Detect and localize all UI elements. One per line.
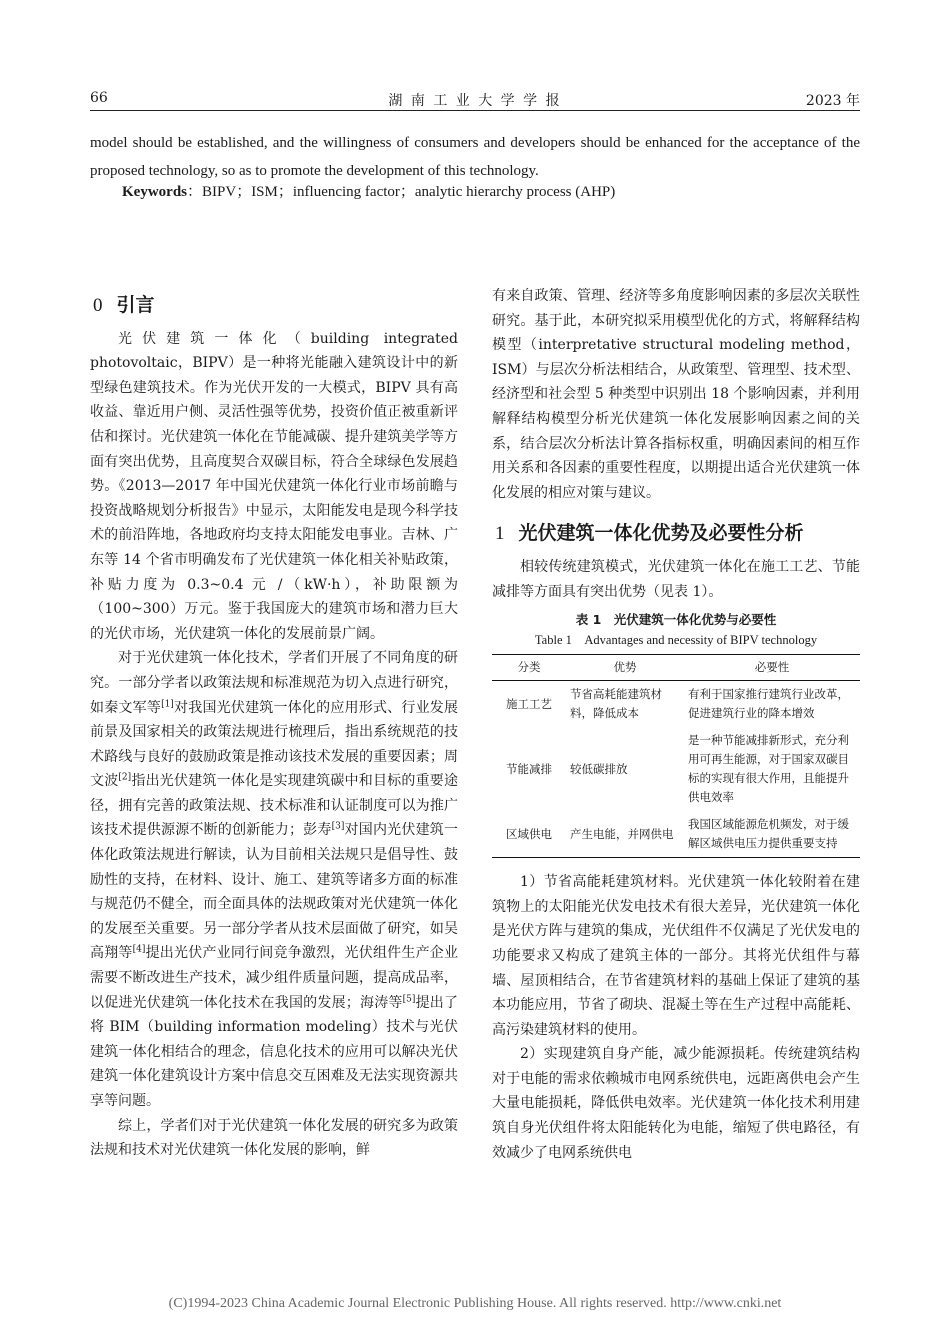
table-cell: 有利于国家推行建筑行业改革，促进建筑行业的降本增效	[688, 687, 849, 721]
table-cell: 节能减排	[506, 761, 552, 776]
intro-paragraph-1: 光伏建筑一体化（building integrated photovoltaic，BIPV）是一种将光能融入建筑设计中的新型绿色建筑技术。作为光伏开发的一大模式，BIPV 具有高收益、靠近用户侧、灵活性强等优势，投资价值正被重新评估和探讨。光伏建筑一体化在节能减碳、提升建筑美学等方面有突出优势，且高度契合双碳目标，符合全球绿色发展趋势。《2013—2017 年中国光伏建筑一体化行业市场前瞻与投资战略规划分析报告》中显示，太阳能发电是现今科学技术的前沿阵地，各地政府均支持太阳能发电事业。吉林、广东等 14 个省市明确发布了光伏建筑一体化相关补贴政策，补贴力度为 0.3~0.4 元 /（kW·h），补助限额为（100~300）万元。鉴于我国庞大的建筑市场和潜力巨大的光伏市场，光伏建筑一体化的发展前景广阔。	[90, 330, 458, 642]
table-cell: 是一种节能减排新形式，充分利用可再生能源，对于国家双碳目标的实现有很大作用，且能提升供电效率	[688, 733, 849, 805]
table-grid	[492, 654, 860, 858]
item-1-paragraph: 1）节省高能耗建筑材料。光伏建筑一体化较附着在建筑物上的太阳能光伏发电技术有很大差异，光伏建筑一体化是光伏方阵与建筑的集成，光伏组件不仅满足了光伏发电的功能要求又构成了建筑主体的一部分。其将光伏组件与幕墙、屋顶相结合，在节省建筑材料的基础上保证了建筑的基本功能应用，节省了砌块、混凝土等在生产过程中高能耗、高污染建筑材料的使用。	[492, 874, 860, 1038]
table-caption-en: Table 1 Advantages and necessity of BIPV technology	[534, 633, 818, 648]
table-header-advantage: 优势	[566, 655, 684, 681]
citation-1: [1]	[161, 698, 174, 709]
keywords-sep: ：	[187, 184, 203, 200]
table-cell: 区域供电	[492, 811, 566, 858]
section-1-title: 光伏建筑一体化优势及必要性分析	[518, 522, 804, 545]
journal-title: 湖 南 工 业 大 学 学 报	[388, 93, 562, 109]
section-1-heading	[495, 521, 860, 547]
intro-paragraph-3-cont: 有来自政策、管理、经济等多角度影响因素的多层次关联性研究。基于此，本研究拟采用模型优化的方式，将解释结构模型（interpretative structural modeling method，ISM）与层次分析法相结合，从政策型、管理型、技术型、经济型和社会型 5 种类型中识别出 18 个影响因素，并利用解释结构模型分析光伏建筑一体化发展影响因素之间的关系，结合层次分析法计算各指标权重，明确因素间的相互作用关系和各因素的重要性程度，以期提出适合光伏建筑一体化发展的相应对策与建议。	[492, 288, 860, 501]
abstract-tail: model should be established, and the willingness of consumers and developers should be enhanced for the acceptance of the proposed technology, so as to promote the development of this technology.	[90, 135, 860, 179]
section-0-number: 0	[93, 295, 103, 316]
intro-paragraph-2: 对于光伏建筑一体化技术，学者们开展了不同角度的研究。一部分学者以政策法规和标准规范为切入点进行研究，如秦文军等[1]对我国光伏建筑一体化的应用形式、行业发展前景及国家相关的政策法规进行梳理后，指出系统规范的技术路线与良好的鼓励政策是推动该技术发展的重要因素；周文波[2]指出光伏建筑一体化是实现建筑碳中和目标的重要途径，拥有完善的政策法规、技术标准和认证制度可以为推广该技术提供源源不断的创新能力；彭寿[3]对国内光伏建筑一体化政策法规进行解读，认为目前相关法规只是倡导性、鼓励性的支持，在材料、设计、施工、建筑等诸多方面的标准与规范仍不健全，而全面具体的法规政策对光伏建筑一体化的发展至关重要。另一部分学者从技术层面做了研究，如吴高翔等[4]提出光伏产业同行间竞争激烈，光伏组件生产企业需要不断改进生产技术，减少组件质量问题，提高成品率，以促进光伏建筑一体化技术在我国的发展；海涛等[5]提出了将 BIM（building information modeling）技术与光伏建筑一体化相结合的理念，信息化技术的应用可以解决光伏建筑一体化建筑设计方案中信息交互困难及无法实现资源共享等问题。	[90, 650, 459, 1109]
table-row	[492, 727, 860, 811]
section-0-heading	[90, 293, 458, 319]
header-rule	[90, 110, 860, 111]
section-0-title: 引言	[116, 294, 155, 316]
table-cell: 产生电能，并网供电	[566, 811, 684, 858]
table-header-necessity: 必要性	[684, 655, 860, 681]
table-caption-zh: 表 1 光伏建筑一体化优势与必要性	[575, 612, 777, 628]
table-cell: 节省高耗能建筑材料，降低成本	[570, 687, 662, 721]
right-column	[492, 284, 860, 1165]
keywords-line	[90, 178, 860, 206]
table-cell: 较低碳排放	[570, 761, 628, 776]
keywords-text: BIPV；ISM；influencing factor；analytic hierarchy process (AHP)	[202, 184, 616, 200]
table-header-category: 分类	[492, 655, 566, 681]
citation-2: [2]	[118, 772, 132, 783]
table-row	[492, 681, 860, 728]
table-cell: 我国区域能源危机频发，对于缓解区域供电压力提供重要支持	[684, 811, 860, 858]
citation-4: [4]	[132, 944, 146, 955]
left-column	[90, 293, 458, 1163]
keywords-label: Keywords	[122, 184, 187, 200]
item-2-paragraph: 2）实现建筑自身产能，减少能源损耗。传统建筑结构对于电能的需求依赖城市电网系统供电，远距离供电会产生大量电能损耗，降低供电效率。光伏建筑一体化技术利用建筑自身光伏组件将太阳能转化为电能，缩短了供电路径，有效减少了电网系统供电	[492, 1046, 860, 1161]
copyright-footer: (C)1994-2023 China Academic Journal Electronic Publishing House. All rights reserved. http://www.cnki.net	[168, 1296, 782, 1311]
journal-year: 2023 年	[805, 93, 860, 109]
page-number: 66	[90, 90, 108, 106]
table-1	[492, 610, 860, 858]
citation-5: [5]	[402, 993, 416, 1004]
table-cell: 施工工艺	[506, 696, 552, 711]
citation-3: [3]	[331, 821, 345, 832]
section-1-intro: 相较传统建筑模式，光伏建筑一体化在施工工艺、节能减排等方面具有突出优势（见表 1）。	[492, 558, 860, 600]
section-1-number: 1	[495, 523, 505, 545]
intro-paragraph-3: 综上，学者们对于光伏建筑一体化发展的研究多为政策法规和技术对光伏建筑一体化发展的影响，鲜	[90, 1117, 458, 1159]
table-row	[492, 811, 860, 858]
